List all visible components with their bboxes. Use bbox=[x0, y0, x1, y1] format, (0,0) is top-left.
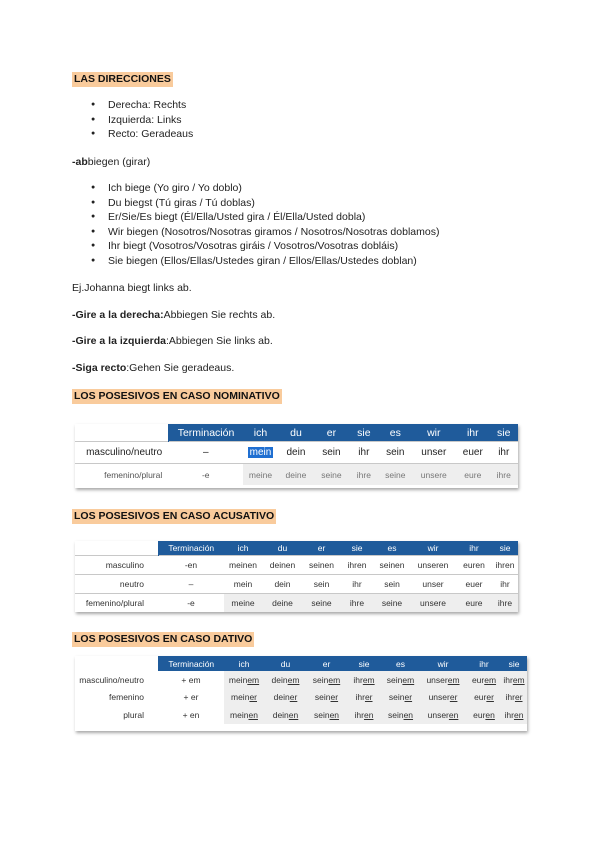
word-ending: em bbox=[287, 674, 300, 685]
table-cell: seine bbox=[374, 594, 410, 613]
table-cell bbox=[307, 689, 346, 707]
header-cell: sie bbox=[346, 656, 382, 671]
table-header-row bbox=[75, 424, 518, 442]
word-ending: er bbox=[289, 692, 298, 703]
table-cell bbox=[243, 442, 277, 464]
word-ending: en bbox=[448, 709, 459, 720]
table-cell bbox=[501, 689, 527, 707]
command-text: Abbiegen Sie rechts ab. bbox=[163, 309, 276, 321]
table-cell bbox=[264, 706, 307, 724]
acusativo-table bbox=[75, 541, 518, 612]
word-stem: eur bbox=[471, 674, 485, 685]
table-row bbox=[75, 706, 527, 724]
word-stem: mein bbox=[228, 674, 248, 685]
word-ending: en bbox=[485, 709, 495, 720]
command-text: :Gehen Sie geradeaus. bbox=[126, 362, 235, 374]
word-ending: em bbox=[362, 674, 375, 685]
header-blank bbox=[75, 541, 158, 556]
header-blank bbox=[75, 424, 168, 442]
word-ending: em bbox=[402, 674, 415, 685]
heading-nominativo: LOS POSESIVOS EN CASO NOMINATIVO bbox=[74, 390, 280, 402]
word-stem: sein bbox=[314, 692, 331, 703]
word-stem: ihr bbox=[355, 692, 365, 703]
header-cell: sie bbox=[349, 424, 379, 442]
word-stem: ihr bbox=[504, 709, 514, 720]
word-stem: dein bbox=[271, 674, 288, 685]
row-label: femenino bbox=[109, 692, 144, 703]
table-cell bbox=[382, 671, 419, 689]
table-row bbox=[75, 575, 518, 594]
header-cell: es bbox=[382, 656, 419, 671]
header-cell: ich bbox=[243, 424, 277, 442]
table-cell: ihre bbox=[492, 594, 518, 613]
word-stem: mein bbox=[230, 709, 249, 720]
row-termination: -e bbox=[158, 594, 224, 613]
header-cell: er bbox=[307, 656, 346, 671]
word-stem: sein bbox=[312, 674, 329, 685]
table-cell: unser bbox=[412, 442, 457, 464]
row-termination: – bbox=[158, 575, 224, 594]
table-cell: ihre bbox=[349, 464, 379, 486]
word-stem: unser bbox=[427, 709, 449, 720]
row-termination: -e bbox=[168, 464, 243, 486]
table-cell: unsere bbox=[410, 594, 456, 613]
table-row bbox=[75, 556, 518, 575]
table-cell: meine bbox=[224, 594, 262, 613]
word-stem: ihr bbox=[353, 674, 363, 685]
header-cell: du bbox=[278, 424, 314, 442]
table-cell: ihr bbox=[349, 442, 379, 464]
table-cell: seinen bbox=[374, 556, 410, 575]
word-ending: er bbox=[364, 692, 373, 703]
header-cell: es bbox=[374, 541, 410, 556]
table-cell bbox=[224, 706, 264, 724]
table-cell: seine bbox=[303, 594, 340, 613]
header-cell: ich bbox=[224, 656, 264, 671]
table-cell bbox=[467, 706, 501, 724]
heading-direcciones: LAS DIRECCIONES bbox=[74, 73, 171, 85]
row-label: masculino bbox=[75, 556, 158, 575]
table-cell bbox=[501, 671, 527, 689]
word-stem: sein bbox=[313, 709, 330, 720]
word-ending: er bbox=[249, 692, 257, 703]
row-label: masculino/neutro bbox=[79, 674, 144, 685]
table-cell: mein bbox=[224, 575, 262, 594]
header-cell: ich bbox=[224, 541, 262, 556]
table-cell: ihren bbox=[492, 556, 518, 575]
row-label: masculino/neutro bbox=[75, 442, 168, 464]
table-cell bbox=[346, 706, 382, 724]
table-row bbox=[75, 689, 527, 707]
abbiegen-title bbox=[72, 156, 150, 169]
header-cell: sie bbox=[501, 656, 527, 671]
table-cell: euer bbox=[456, 442, 489, 464]
table-cell bbox=[346, 689, 382, 707]
word-stem: sein bbox=[386, 674, 403, 685]
table-cell: deine bbox=[262, 594, 303, 613]
row-label: femenino/plural bbox=[75, 594, 158, 613]
table-cell: ihre bbox=[490, 464, 518, 486]
table-row bbox=[75, 464, 518, 486]
abbiegen-list bbox=[72, 181, 439, 269]
word-stem: dein bbox=[272, 709, 289, 720]
table-cell bbox=[382, 689, 419, 707]
table-row bbox=[75, 594, 518, 613]
table-cell: dein bbox=[262, 575, 303, 594]
list-item: ● Ich biege (Yo giro / Yo doblo) bbox=[108, 181, 439, 196]
table-cell: eure bbox=[456, 464, 489, 486]
abbiegen-prefix: -ab bbox=[72, 156, 88, 168]
row-termination: + em bbox=[181, 674, 201, 685]
table-cell: seine bbox=[314, 464, 348, 486]
word-ending: em bbox=[247, 674, 260, 685]
list-item: ● Izquierda: Links bbox=[108, 113, 193, 128]
word-stem: ihr bbox=[503, 674, 513, 685]
list-item: ● Derecha: Rechts bbox=[108, 98, 193, 113]
header-cell: sie bbox=[340, 541, 374, 556]
word-stem: unser bbox=[426, 674, 448, 685]
table-cell bbox=[307, 671, 346, 689]
word-stem: mein bbox=[231, 692, 250, 703]
header-cell: du bbox=[262, 541, 303, 556]
word-ending: er bbox=[404, 692, 413, 703]
table-cell bbox=[264, 671, 307, 689]
table-cell: deinen bbox=[262, 556, 303, 575]
dativo-table bbox=[75, 656, 527, 724]
list-item: ● Du biegst (Tú giras / Tú doblas) bbox=[108, 196, 439, 211]
table-cell: ihren bbox=[340, 556, 374, 575]
header-cell: Terminación bbox=[158, 656, 224, 671]
command-bold: -Siga recto bbox=[72, 362, 127, 374]
header-cell: wir bbox=[410, 541, 456, 556]
row-label: femenino/plural bbox=[75, 464, 168, 486]
word-stem: sein bbox=[388, 692, 405, 703]
row-termination: + en bbox=[182, 709, 200, 720]
header-cell: Terminación bbox=[168, 424, 243, 442]
header-cell: Terminación bbox=[158, 541, 224, 556]
word-stem: eur bbox=[473, 709, 486, 720]
list-item: ● Ihr biegt (Vosotros/Vosotras giráis / Vosotros/Vosotras dobláis) bbox=[108, 239, 439, 254]
table-cell bbox=[467, 689, 501, 707]
heading-acusativo: LOS POSESIVOS EN CASO ACUSATIVO bbox=[74, 510, 275, 522]
word-ending: er bbox=[449, 692, 458, 703]
command-bold: -Gire a la derecha: bbox=[72, 309, 164, 321]
header-cell: es bbox=[379, 424, 411, 442]
header-cell: er bbox=[303, 541, 340, 556]
list-item: ● Sie biegen (Ellos/Ellas/Ustedes giran / Ellos/Ellas/Ustedes doblan) bbox=[108, 254, 439, 269]
table-cell: dein bbox=[278, 442, 314, 464]
table-cell bbox=[501, 706, 527, 724]
table-cell: euer bbox=[456, 575, 492, 594]
table-cell bbox=[382, 706, 419, 724]
table-cell: sein bbox=[314, 442, 348, 464]
header-blank bbox=[75, 656, 158, 671]
row-label: plural bbox=[123, 709, 144, 720]
word-ending: em bbox=[328, 674, 341, 685]
word-stem: unser bbox=[428, 692, 450, 703]
table-row bbox=[75, 442, 518, 464]
header-cell: wir bbox=[412, 424, 457, 442]
row-label: neutro bbox=[75, 575, 158, 594]
word-ending: en bbox=[288, 709, 299, 720]
table-cell: meine bbox=[243, 464, 277, 486]
table-cell: unseren bbox=[410, 556, 456, 575]
table-row bbox=[75, 671, 527, 689]
table-cell: unsere bbox=[412, 464, 457, 486]
header-cell: ihr bbox=[456, 424, 489, 442]
command-right bbox=[72, 309, 275, 322]
table-header-row bbox=[75, 656, 527, 671]
command-left bbox=[72, 335, 273, 348]
table-cell bbox=[307, 706, 346, 724]
table-cell: meinen bbox=[224, 556, 262, 575]
header-cell: wir bbox=[419, 656, 467, 671]
word-ending: em bbox=[512, 674, 525, 685]
selected-text[interactable]: mein bbox=[249, 447, 272, 458]
row-termination: -en bbox=[158, 556, 224, 575]
word-ending: er bbox=[486, 692, 494, 703]
table-cell: sein bbox=[374, 575, 410, 594]
row-termination: + er bbox=[183, 692, 199, 703]
abbiegen-rest: biegen (girar) bbox=[87, 156, 151, 168]
word-ending: er bbox=[514, 692, 523, 703]
table-cell: deine bbox=[278, 464, 314, 486]
table-cell bbox=[346, 671, 382, 689]
word-stem: sein bbox=[387, 709, 404, 720]
list-item: ● Er/Sie/Es biegt (Él/Ella/Usted gira / Él/Ella/Usted dobla) bbox=[108, 210, 439, 225]
command-text: :Abbiegen Sie links ab. bbox=[165, 335, 273, 347]
row-termination: – bbox=[168, 442, 243, 464]
table-cell: sein bbox=[379, 442, 411, 464]
word-ending: en bbox=[329, 709, 340, 720]
table-cell bbox=[224, 671, 264, 689]
table-cell: ihr bbox=[490, 442, 518, 464]
command-straight bbox=[72, 362, 234, 375]
word-ending: em bbox=[484, 674, 497, 685]
list-item: ● Wir biegen (Nosotros/Nosotras giramos / Nosotros/Nosotras doblamos) bbox=[108, 225, 439, 240]
table-cell: eure bbox=[456, 594, 492, 613]
word-stem: eur bbox=[474, 692, 487, 703]
word-ending: en bbox=[248, 709, 258, 720]
direcciones-list bbox=[72, 98, 193, 142]
header-cell: sie bbox=[490, 424, 518, 442]
word-stem: ihr bbox=[505, 692, 515, 703]
word-ending: em bbox=[447, 674, 460, 685]
word-stem: ihr bbox=[354, 709, 364, 720]
table-cell bbox=[419, 671, 467, 689]
table-cell bbox=[264, 689, 307, 707]
word-ending: en bbox=[403, 709, 414, 720]
table-cell bbox=[419, 689, 467, 707]
word-ending: en bbox=[513, 709, 524, 720]
header-cell: sie bbox=[492, 541, 518, 556]
header-cell: ihr bbox=[467, 656, 501, 671]
list-item: ● Recto: Geradeaus bbox=[108, 127, 193, 142]
command-bold: -Gire a la izquierda bbox=[72, 335, 166, 347]
header-cell: ihr bbox=[456, 541, 492, 556]
header-cell: du bbox=[264, 656, 307, 671]
table-cell: ihre bbox=[340, 594, 374, 613]
table-cell: sein bbox=[303, 575, 340, 594]
table-header-row bbox=[75, 541, 518, 556]
table-cell: ihr bbox=[340, 575, 374, 594]
word-stem: dein bbox=[273, 692, 290, 703]
header-cell: er bbox=[314, 424, 348, 442]
word-ending: en bbox=[363, 709, 374, 720]
table-cell bbox=[467, 671, 501, 689]
word-ending: er bbox=[330, 692, 339, 703]
table-cell: seinen bbox=[303, 556, 340, 575]
nominativo-table bbox=[75, 424, 518, 485]
heading-dativo: LOS POSESIVOS EN CASO DATIVO bbox=[74, 633, 253, 645]
table-cell bbox=[224, 689, 264, 707]
example-text: Ej.Johanna biegt links ab. bbox=[72, 282, 192, 294]
table-cell: unser bbox=[410, 575, 456, 594]
table-cell: euren bbox=[456, 556, 492, 575]
table-cell: ihr bbox=[492, 575, 518, 594]
table-cell: seine bbox=[379, 464, 411, 486]
table-cell bbox=[419, 706, 467, 724]
